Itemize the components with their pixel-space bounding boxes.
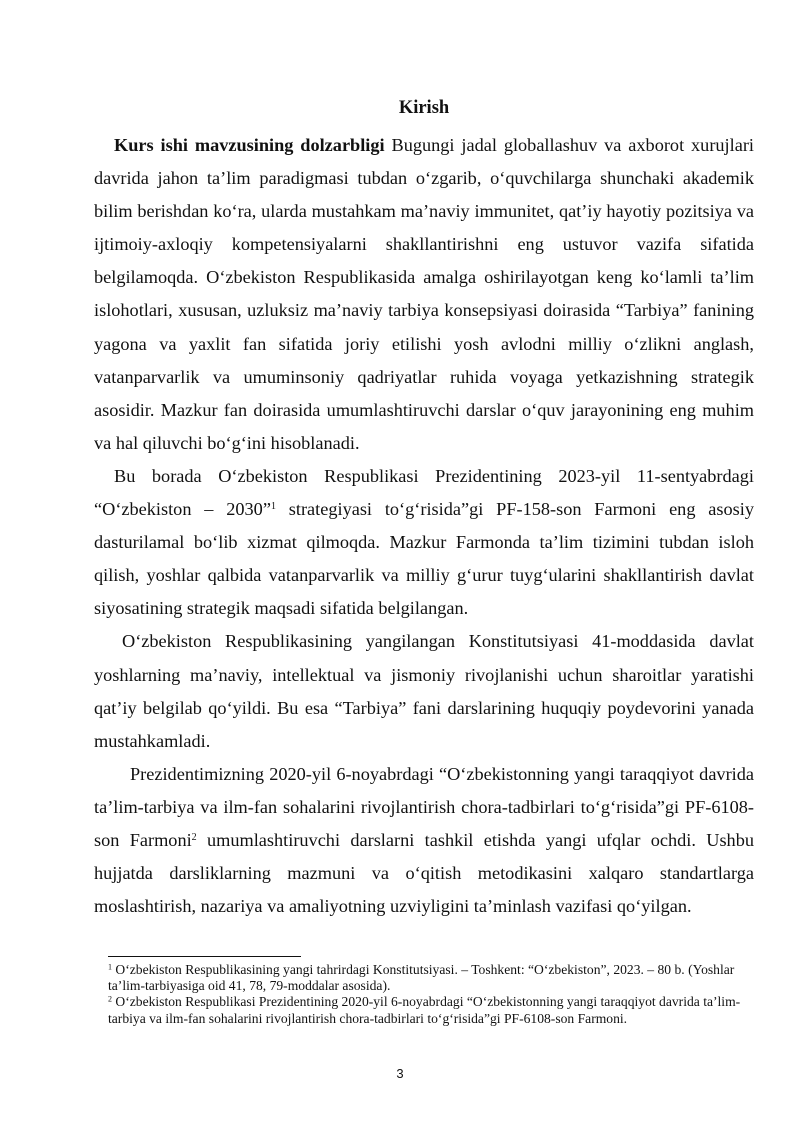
paragraph-text: Bugungi jadal globallashuv va axborot xurujlari davrida jahon ta’lim paradigmasi tubdan o‘zgarib, o‘quvchilarga shunchaki akademik bilim berishdan ko‘ra, ularda mustahkam ma’naviy immunitet, qat’iy hayotiy pozitsiya va ijtimoiy-axloqiy kompetensiyalarni shakllantirishni eng ustuvor vazifa sifatida belgilamoqda. O‘zbekiston Respublikasida amalga oshirilayotgan keng ko‘lamli ta’lim islohotlari, xususan, uzluksiz ma’naviy tarbiya konsepsiyasi doirasida “Tarbiya” fanining yagona va yaxlit fan sifatida joriy etilishi yosh avlodni milliy o‘zlikni anglash, vatanparvarlik va umuminsoniy qadriyatlar ruhida voyaga yetkazishning strategik asosidir. Mazkur fan doirasida umumlashtiruvchi darslar o‘quv jarayonining eng muhim va hal qiluvchi bo‘g‘ini hisoblanadi.	[94, 135, 754, 453]
footnote-1	[108, 962, 754, 994]
paragraph-text: Bu borada O‘zbekiston Respublikasi Prezidentining 2023-yil 11-sentyabrdagi “O‘zbekiston – 2030”	[94, 465, 754, 520]
paragraph-text: strategiyasi to‘g‘risida”gi PF-158-son Farmoni eng asosiy dasturilamal bo‘lib xizmat qilmoqda. Mazkur Farmonda ta’lim tizimini tubdan isloh qilish, yoshlar qalbida vatanparvarlik va milliy g‘urur tuyg‘ularini shakllantirish davlat siyosatining strategik maqsadi sifatida belgilangan.	[94, 499, 754, 619]
footnote-ref-1[interactable]: 1	[270, 501, 276, 513]
footnotes	[108, 962, 754, 1027]
paragraph-lead: Kurs ishi mavzusining dolzarbligi	[114, 135, 385, 155]
paragraph-1	[94, 129, 754, 460]
section-heading: Kirish	[398, 98, 450, 118]
footnote-text: O‘zbekiston Respublikasining yangi tahrirdagi Konstitutsiyasi. – Toshkent: “O‘zbekiston”, 2023. – 80 b. (Yoshlar ta’lim-tarbiyasiga oid 41, 78, 79-moddalar asosida).	[108, 962, 735, 994]
footnote-mark: 1	[108, 962, 112, 972]
page-number: 3	[396, 1066, 404, 1081]
footnote-text: O‘zbekiston Respublikasi Prezidentining 2020-yil 6-noyabrdagi “O‘zbekistonning yangi taraqqiyot davrida ta’lim-tarbiya va ilm-fan sohalarini rivojlantirish chora-tadbirlari to‘g‘risida”gi PF-6108-son Farmoni.	[108, 994, 741, 1026]
body-text	[94, 129, 754, 923]
footnote-separator	[108, 956, 301, 957]
footnote-ref-2[interactable]: 2	[191, 831, 197, 843]
paragraph-text: umumlashtiruvchi darslarni tashkil etishda yangi ufqlar ochdi. Ushbu hujjatda darsliklarning mazmuni va o‘qitish metodikasini xalqaro standartlarga moslashtirish, nazariya va amaliyotning uzviyligini ta’minlash vazifasi qo‘yilgan.	[94, 829, 754, 917]
paragraph-3	[94, 625, 754, 757]
paragraph-text: Prezidentimizning 2020-yil 6-noyabrdagi “O‘zbekistonning yangi taraqqiyot davrida ta’lim-tarbiya va ilm-fan sohalarini rivojlantirish chora-tadbirlari to‘g‘risida”gi PF-6108-son Farmoni	[94, 763, 754, 850]
footnote-2	[108, 994, 754, 1026]
paragraph-4	[94, 758, 754, 923]
footnote-mark: 2	[108, 995, 112, 1005]
paragraph-2	[94, 460, 754, 625]
paragraph-text: O‘zbekiston Respublikasining yangilangan Konstitutsiyasi 41-moddasida davlat yoshlarning ma’naviy, intellektual va jismoniy rivojlanishi uchun sharoitlar yaratishi qat’iy belgilab qo‘yildi. Bu esa “Tarbiya” fani darslarining huquqiy poydevorini yanada mustahkamladi.	[94, 631, 754, 751]
